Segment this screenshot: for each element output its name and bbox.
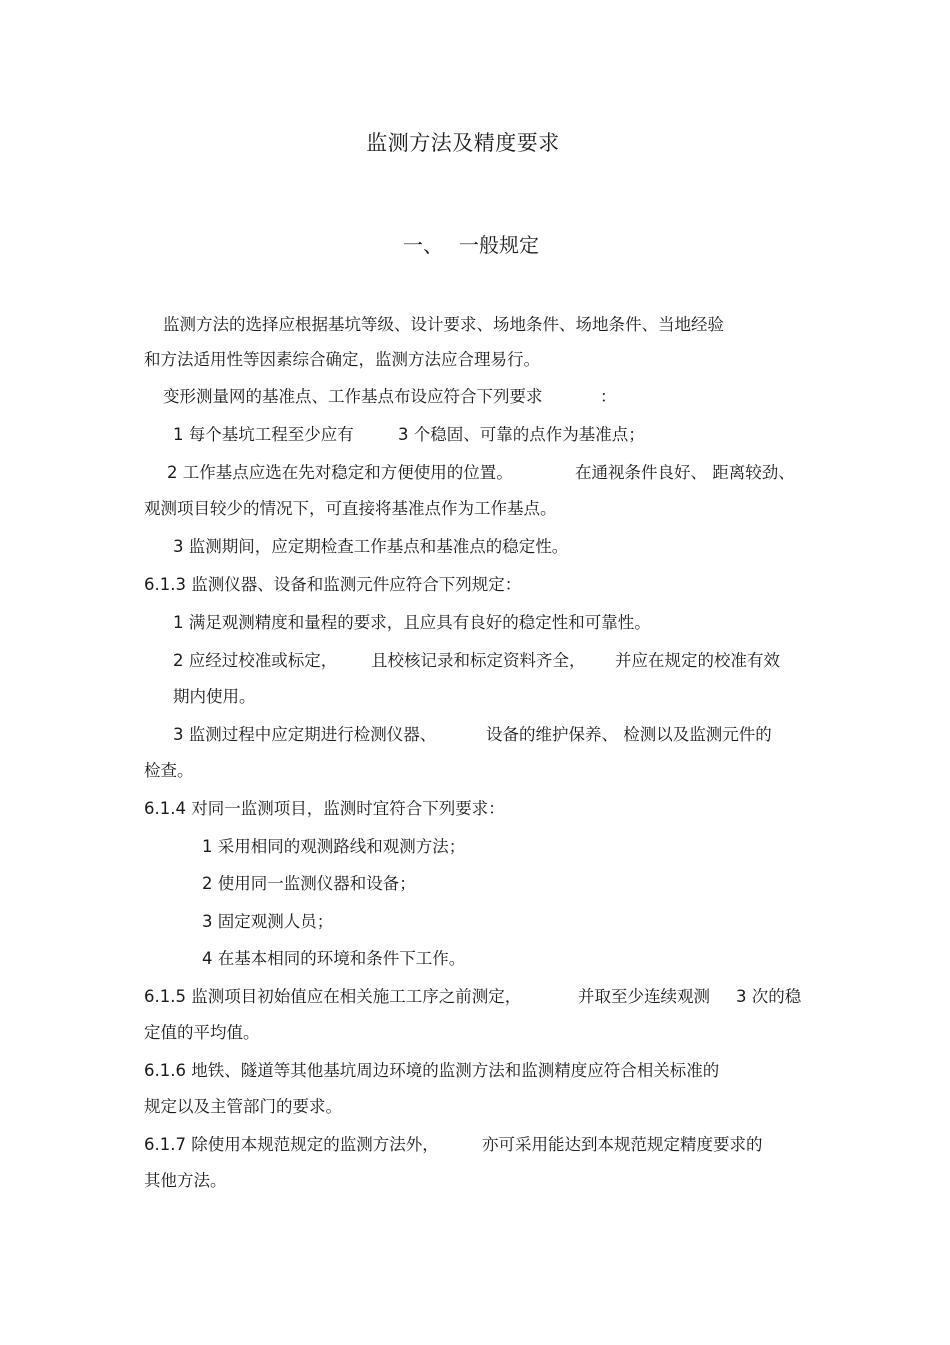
list-item: 2 使用同一监测仪器和设备； <box>202 874 416 893</box>
list-item: 1 满足观测精度和量程的要求，且应具有良好的稳定性和可靠性。 <box>173 613 651 632</box>
paragraph-line: 期内使用。 <box>173 687 256 706</box>
clause-heading: 6.1.7 除使用本规范规定的监测方法外， <box>144 1135 439 1154</box>
document-title: 监测方法及精度要求 <box>366 131 560 155</box>
paragraph-line: 变形测量网的基准点、工作基点布设应符合下列要求 <box>163 387 543 406</box>
paragraph-line: 定值的平均值。 <box>144 1023 260 1042</box>
list-item: 且校核记录和标定资料齐全， <box>371 651 586 670</box>
list-item: 2 工作基点应选在先对稳定和方便使用的位置。 <box>167 463 513 482</box>
clause-heading: 6.1.5 监测项目初始值应在相关施工工序之前测定， <box>144 987 522 1006</box>
section-number: 一、 <box>403 233 443 257</box>
paragraph-line: 和方法适用性等因素综合确定，监测方法应合理易行。 <box>144 350 540 369</box>
list-item: 设备的维护保养、 检测以及监测元件的 <box>486 725 772 744</box>
paragraph-line: 规定以及主管部门的要求。 <box>144 1097 342 1116</box>
list-item: 4 在基本相同的环境和条件下工作。 <box>202 949 466 968</box>
clause-heading: 6.1.6 地铁、隧道等其他基坑周边环境的监测方法和监测精度应符合相关标准的 <box>144 1061 720 1080</box>
clause-heading: 6.1.3 监测仪器、设备和监测元件应符合下列规定： <box>144 575 522 594</box>
paragraph-line: 检查。 <box>144 761 194 780</box>
clause-heading: 并取至少连续观测 <box>578 987 710 1006</box>
clause-heading: 亦可采用能达到本规范规定精度要求的 <box>482 1135 763 1154</box>
list-item: 并应在规定的校准有效 <box>615 651 780 670</box>
list-item: 3 监测期间，应定期检查工作基点和基准点的稳定性。 <box>173 537 569 556</box>
list-item: 3 个稳固、可靠的点作为基准点； <box>398 425 645 444</box>
list-item: 3 固定观测人员； <box>202 912 334 931</box>
list-item: 2 应经过校准或标定， <box>173 651 338 670</box>
list-item: 1 每个基坑工程至少应有 <box>173 425 354 444</box>
paragraph-line: 监测方法的选择应根据基坑等级、设计要求、场地条件、场地条件、当地经验 <box>163 315 724 334</box>
paragraph-line: 观测项目较少的情况下，可直接将基准点作为工作基点。 <box>144 499 557 518</box>
section-title: 一般规定 <box>459 233 539 257</box>
list-item: 在通视条件良好、 距离较劲、 <box>575 463 795 482</box>
list-item: 1 采用相同的观测路线和观测方法； <box>202 837 466 856</box>
paragraph-line: 其他方法。 <box>144 1171 227 1190</box>
clause-heading: 3 次的稳 <box>736 987 802 1006</box>
list-item: 3 监测过程中应定期进行检测仪器、 <box>173 725 437 744</box>
section-heading <box>403 229 539 258</box>
clause-heading: 6.1.4 对同一监测项目，监测时宜符合下列要求： <box>144 799 505 818</box>
paragraph-line: ： <box>600 387 617 406</box>
